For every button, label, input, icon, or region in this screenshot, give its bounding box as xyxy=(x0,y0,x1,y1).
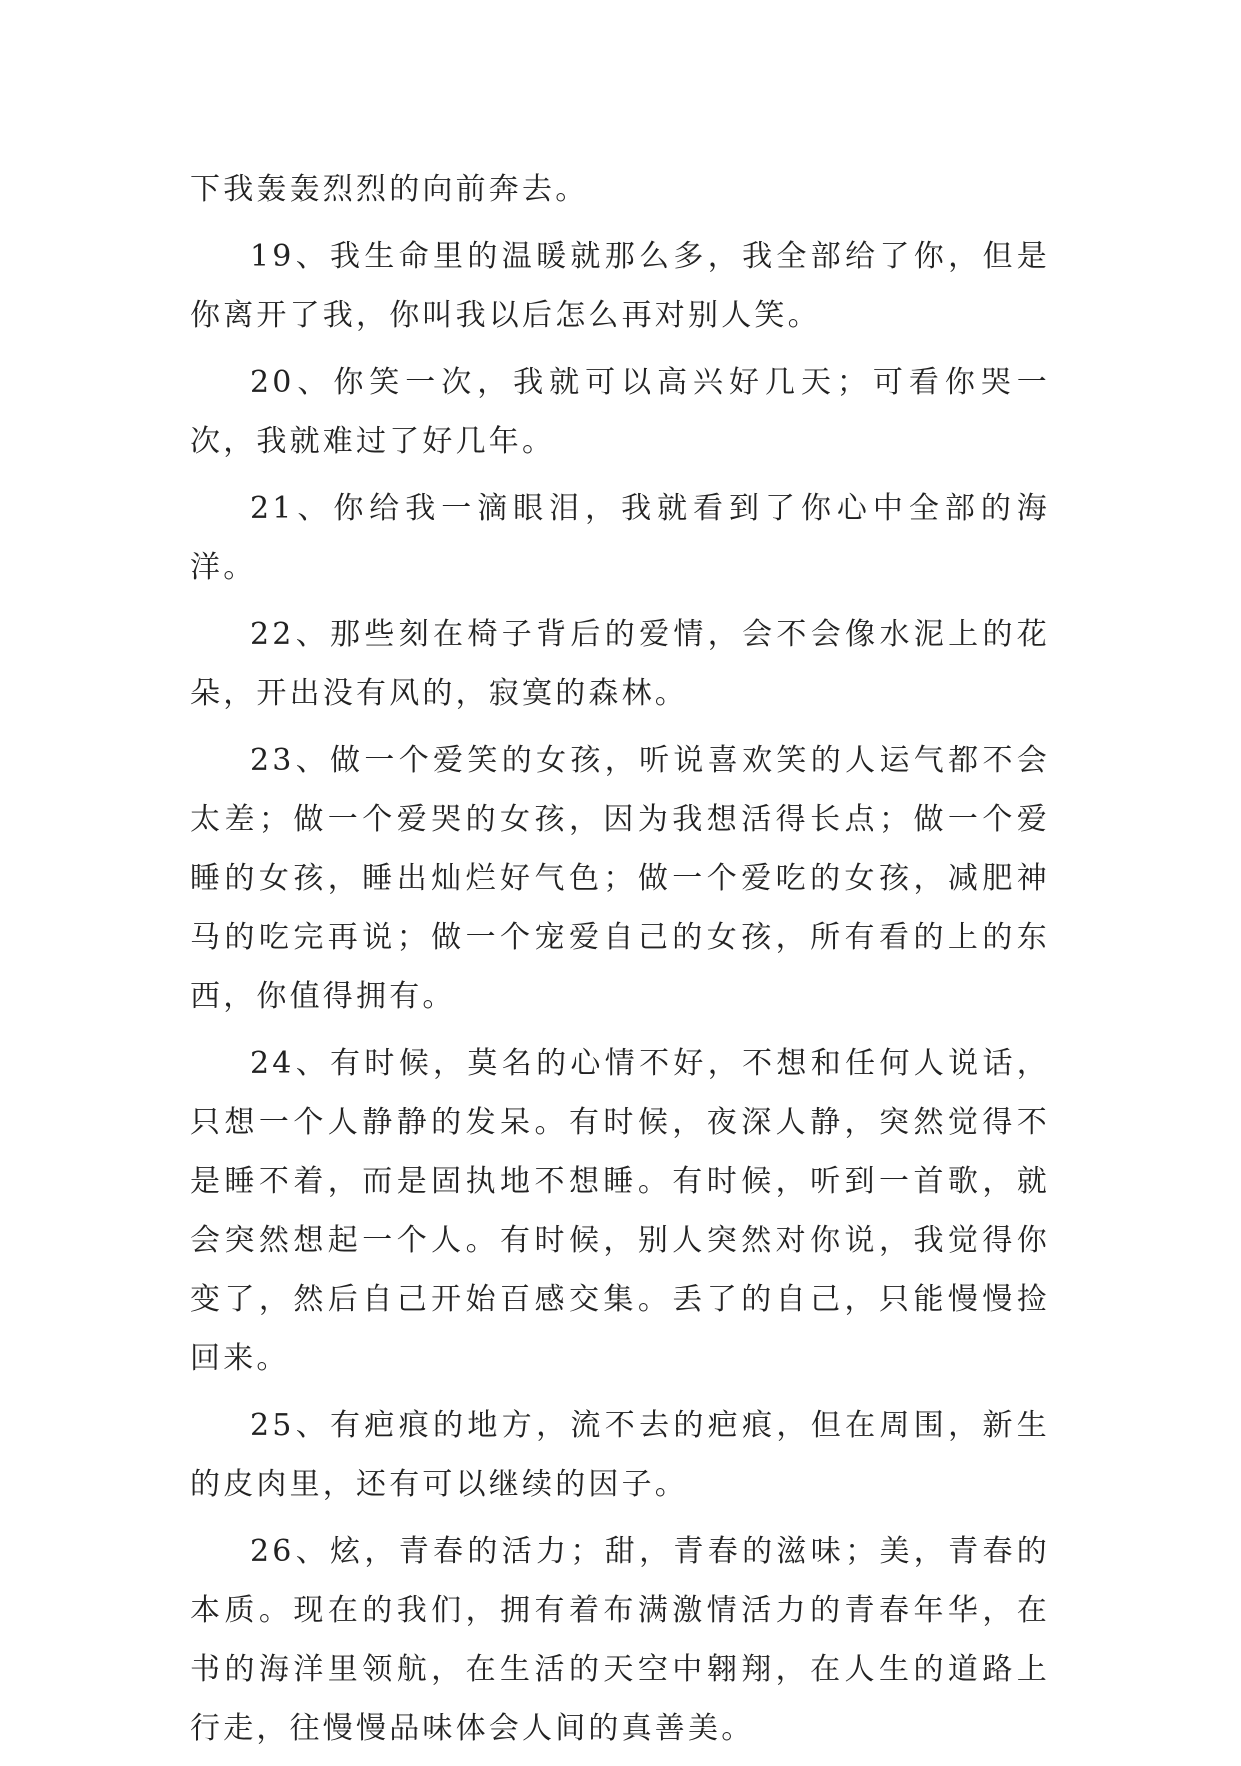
paragraph-19: 19、我生命里的温暖就那么多，我全部给了你，但是你离开了我，你叫我以后怎么再对别人笑。 xyxy=(190,239,1050,333)
document-page xyxy=(190,160,1050,1766)
paragraph-21: 21、你给我一滴眼泪，我就看到了你心中全部的海洋。 xyxy=(190,491,1050,585)
paragraph-22: 22、那些刻在椅子背后的爱情，会不会像水泥上的花朵，开出没有风的，寂寞的森林。 xyxy=(190,617,1050,711)
paragraph-23: 23、做一个爱笑的女孩，听说喜欢笑的人运气都不会太差；做一个爱哭的女孩，因为我想活得长点；做一个爱睡的女孩，睡出灿烂好气色；做一个爱吃的女孩，减肥神马的吃完再说；做一个宠爱自己的女孩，所有看的上的东西，你值得拥有。 xyxy=(190,743,1050,1014)
paragraph-continuation: 下我轰轰烈烈的向前奔去。 xyxy=(190,172,589,207)
paragraph-25: 25、有疤痕的地方，流不去的疤痕，但在周围，新生的皮肉里，还有可以继续的因子。 xyxy=(190,1408,1050,1502)
paragraph-24: 24、有时候，莫名的心情不好，不想和任何人说话，只想一个人静静的发呆。有时候，夜深人静，突然觉得不是睡不着，而是固执地不想睡。有时候，听到一首歌，就会突然想起一个人。有时候，别人突然对你说，我觉得你变了，然后自己开始百感交集。丢了的自己，只能慢慢捡回来。 xyxy=(190,1046,1050,1376)
paragraph-20: 20、你笑一次，我就可以高兴好几天；可看你哭一次，我就难过了好几年。 xyxy=(190,365,1050,459)
paragraph-26: 26、炫，青春的活力；甜，青春的滋味；美，青春的本质。现在的我们，拥有着布满激情活力的青春年华，在书的海洋里领航，在生活的天空中翱翔，在人生的道路上行走，往慢慢品味体会人间的真善美。 xyxy=(190,1534,1050,1746)
